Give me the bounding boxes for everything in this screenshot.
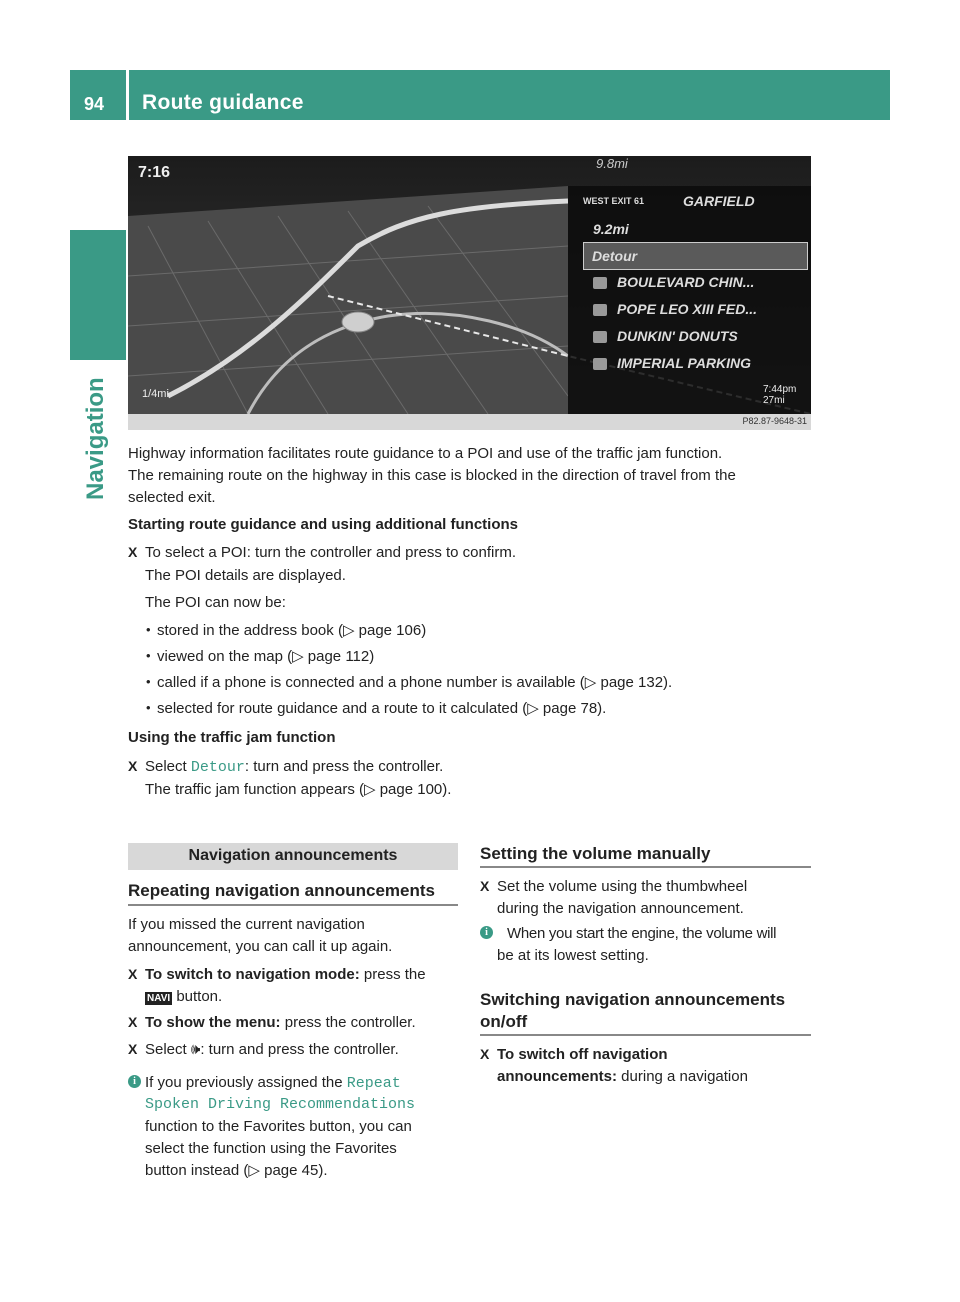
info-text: function to the Favorites button, you can	[145, 1118, 412, 1135]
building-icon	[593, 304, 607, 316]
bullet-icon: •	[146, 674, 151, 689]
info-text: When you start the engine, the volume will	[507, 925, 777, 942]
step-text: Select Detour: turn and press the controller.	[145, 758, 444, 776]
cafe-icon	[593, 331, 607, 343]
bullet-item: stored in the address book (▷ page 106)	[157, 622, 427, 639]
bullet-item: selected for route guidance and a route to it calculated (▷ page 78).	[157, 700, 607, 717]
top-distance: 9.8mi	[596, 156, 628, 171]
eta-readout	[763, 384, 796, 406]
section-heading: Switching navigation announcements	[480, 990, 786, 1009]
step-arrow-icon: X	[128, 1014, 138, 1030]
parking-icon	[593, 358, 607, 370]
chapter-tab	[70, 230, 126, 360]
poi-label: POPE LEO XIII FED...	[617, 301, 758, 317]
detour-item[interactable]	[583, 242, 808, 270]
poi-item[interactable]	[583, 296, 808, 322]
heading-rule	[480, 866, 811, 868]
exit-badge: WEST EXIT 61	[583, 196, 645, 206]
detour-ref: Detour	[190, 759, 245, 776]
paragraph-line: Highway information facilitates route guidance to a POI and use of the traffic jam function.	[128, 445, 723, 462]
voice-icon: 🕪	[190, 1041, 201, 1058]
restaurant-icon	[593, 277, 607, 289]
poi-item[interactable]	[583, 323, 808, 349]
heading-rule	[128, 904, 458, 906]
info-text: select the function using the Favorites	[145, 1140, 397, 1157]
step-result: The POI details are displayed.	[145, 567, 346, 584]
navigation-screenshot	[128, 156, 811, 414]
step-text: NAVI button.	[147, 988, 223, 1005]
step-arrow-icon: X	[480, 1046, 490, 1062]
step-arrow-icon: X	[128, 544, 138, 560]
step-text: announcements: during a navigation	[497, 1068, 748, 1085]
paragraph-line: announcement, you can call it up again.	[128, 938, 393, 955]
section-bar	[128, 843, 458, 870]
poi-item[interactable]	[583, 350, 808, 376]
step-arrow-icon: X	[128, 758, 138, 774]
section-heading: Repeating navigation announcements	[128, 881, 435, 900]
street-name: GARFIELD	[683, 193, 755, 209]
eta-distance: 27mi	[763, 395, 785, 406]
poi-item[interactable]	[583, 269, 808, 295]
subheading: Using the traffic jam function	[128, 729, 336, 746]
page-header	[70, 70, 890, 120]
page-number: 94	[84, 94, 105, 114]
image-caption-bar	[128, 414, 811, 430]
distance-to-exit: 9.2mi	[593, 221, 629, 237]
info-text: If you previously assigned the Repeat	[145, 1074, 401, 1092]
heading-rule	[480, 1034, 811, 1036]
bullet-icon: •	[146, 648, 151, 663]
info-text: button instead (▷ page 45).	[145, 1162, 328, 1179]
poi-label: DUNKIN' DONUTS	[617, 328, 738, 344]
paragraph-line: The remaining route on the highway in this case is blocked in the direction of travel from the	[128, 467, 736, 484]
clock: 7:16	[138, 164, 171, 181]
step-text: Select 🕪: turn and press the controller.	[145, 1041, 399, 1058]
section-title: Navigation announcements	[188, 847, 398, 864]
bullet-item: called if a phone is connected and a phone number is available (▷ page 132).	[157, 674, 673, 691]
step-arrow-icon: X	[128, 966, 138, 982]
step-text: To show the menu: press the controller.	[145, 1014, 416, 1031]
info-text: Spoken Driving Recommendations	[145, 1096, 416, 1113]
section-heading: Setting the volume manually	[480, 844, 711, 863]
poi-label: BOULEVARD CHIN...	[617, 274, 755, 290]
step-result: The traffic jam function appears (▷ page 100).	[145, 781, 452, 798]
section-heading: on/off	[480, 1012, 528, 1031]
poi-label: IMPERIAL PARKING	[617, 355, 752, 371]
header-separator	[126, 70, 129, 120]
step-text: To switch to navigation mode: press the	[145, 966, 426, 983]
step-text: during the navigation announcement.	[497, 900, 744, 917]
bullet-item: viewed on the map (▷ page 112)	[157, 648, 375, 665]
step-arrow-icon: X	[128, 1041, 138, 1057]
image-code: P82.87-9648-31	[742, 416, 807, 426]
navi-key-icon: NAVI	[147, 993, 171, 1004]
bullet-icon: •	[146, 622, 151, 637]
detour-label: Detour	[592, 248, 638, 264]
info-icon: i	[480, 926, 493, 939]
paragraph-line: selected exit.	[128, 489, 216, 506]
step-text: Set the volume using the thumbwheel	[497, 878, 748, 895]
step-text: The POI can now be:	[145, 594, 286, 611]
subheading: Starting route guidance and using additional functions	[128, 516, 519, 533]
chapter-label: Navigation	[82, 377, 109, 500]
map-scale: 1/4mi	[142, 388, 169, 400]
info-icon: i	[128, 1075, 141, 1088]
eta-time: 7:44pm	[763, 384, 797, 395]
page-title: Route guidance	[142, 91, 304, 114]
paragraph-line: If you missed the current navigation	[128, 916, 365, 933]
step-text: To select a POI: turn the controller and press to confirm.	[145, 544, 517, 561]
bullet-icon: •	[146, 700, 151, 715]
step-text: To switch off navigation	[497, 1046, 668, 1063]
info-text: be at its lowest setting.	[497, 947, 649, 964]
step-arrow-icon: X	[480, 878, 490, 894]
